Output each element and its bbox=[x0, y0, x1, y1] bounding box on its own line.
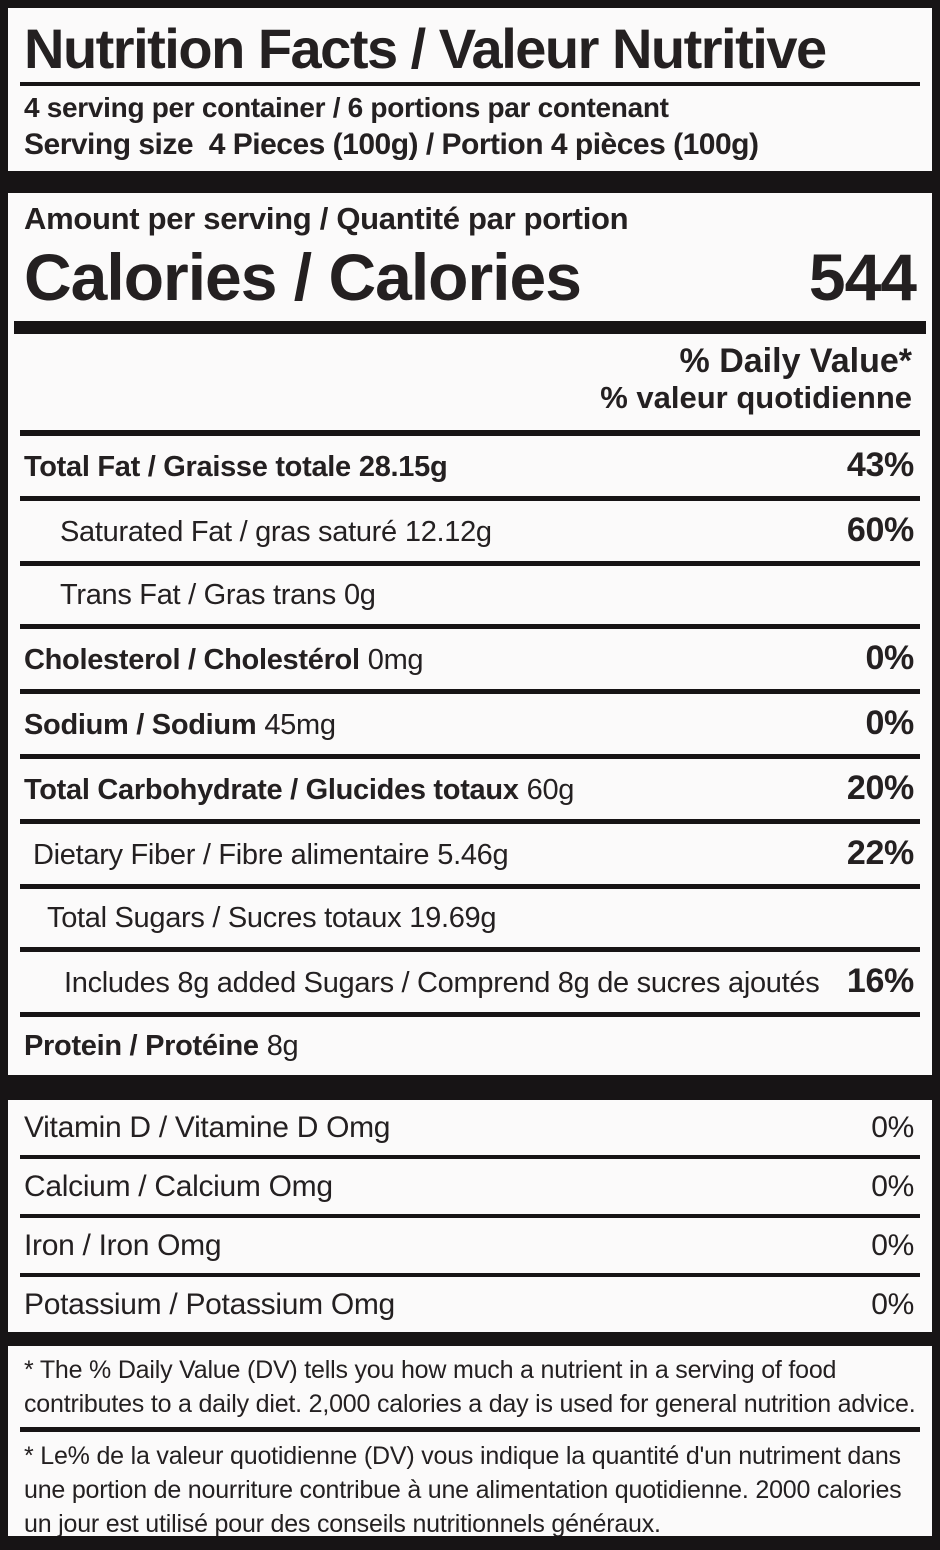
micronutrient-row-iron bbox=[8, 1218, 932, 1273]
nutrient-row-total-fat bbox=[8, 436, 932, 496]
nutrient-row-sodium bbox=[8, 694, 932, 754]
nutrient-daily-value: 0% bbox=[865, 704, 914, 742]
nutrient-amount: 5.46g bbox=[437, 839, 509, 871]
servings-per-container: 4 serving per container / 6 portions par contenant bbox=[24, 92, 669, 123]
nutrient-row-total-carbohydrate bbox=[8, 759, 932, 819]
nutrient-name: Trans Fat / Gras trans bbox=[60, 579, 336, 611]
footnote-french: * Le% de la valeur quotidienne (DV) vous indique la quantité d'un nutriment dans une portion de nourriture contribue à une alimentation quotidienne. 2000 calories un jour est utilisé pour des conseils nutritionnels généraux. bbox=[24, 1442, 902, 1538]
thick-bar bbox=[8, 1075, 932, 1100]
nutrient-amount: Omg bbox=[268, 1170, 333, 1203]
nutrient-daily-value: 43% bbox=[846, 446, 914, 484]
nutrient-daily-value: 0% bbox=[871, 1288, 914, 1321]
nutrient-name: Vitamin D / Vitamine D bbox=[24, 1111, 319, 1144]
nutrient-name: Cholesterol / Cholestérol bbox=[24, 644, 360, 676]
amount-per-serving: Amount per serving / Quantité par portion bbox=[24, 201, 629, 236]
nutrient-daily-value: 16% bbox=[846, 962, 914, 1000]
nutrient-amount: 19.69g bbox=[409, 902, 497, 934]
daily-value-header-fr: % valeur quotidienne bbox=[600, 380, 912, 415]
nutrient-daily-value: 22% bbox=[846, 834, 914, 872]
micronutrients-section bbox=[8, 1100, 932, 1332]
nutrient-daily-value: 0% bbox=[871, 1111, 914, 1144]
calories-row bbox=[8, 237, 932, 321]
daily-value-header bbox=[8, 334, 932, 430]
nutrient-name: Protein / Protéine bbox=[24, 1030, 259, 1062]
nutrient-row-protein bbox=[8, 1017, 932, 1075]
thick-bar bbox=[8, 1332, 932, 1346]
nutrient-amount: 60g bbox=[526, 774, 575, 806]
nutrient-row-trans-fat bbox=[8, 566, 932, 624]
medium-bar bbox=[14, 321, 926, 334]
nutrient-amount: 45mg bbox=[264, 709, 336, 741]
nutrient-daily-value: 0% bbox=[865, 639, 914, 677]
micronutrient-row-potassium bbox=[8, 1277, 932, 1332]
nutrient-name: Potassium / Potassium bbox=[24, 1288, 323, 1321]
nutrient-name: Total Carbohydrate / Glucides totaux bbox=[24, 774, 519, 806]
nutrient-amount: 0mg bbox=[367, 644, 424, 676]
nutrient-name: Dietary Fiber / Fibre alimentaire bbox=[33, 839, 430, 871]
nutrient-amount: 8g bbox=[266, 1030, 299, 1062]
serving-size: Serving size 4 Pieces (100g) / Portion 4 pièces (100g) bbox=[24, 128, 759, 161]
nutrient-name: Includes 8g added Sugars / Comprend 8g de sucres ajoutés bbox=[64, 967, 820, 999]
micronutrient-row-vitamin-d bbox=[8, 1100, 932, 1155]
nutrient-name: Saturated Fat / gras saturé bbox=[60, 516, 397, 548]
nutrient-row-total-sugars bbox=[8, 889, 932, 947]
thick-bar bbox=[8, 171, 932, 193]
nutrient-row-added-sugars bbox=[8, 952, 932, 1012]
nutrient-amount: 28.15g bbox=[358, 451, 448, 483]
label-title: Nutrition Facts / Valeur Nutritive bbox=[24, 17, 826, 80]
nutrient-name: Sodium / Sodium bbox=[24, 709, 257, 741]
nutrient-name: Total Sugars / Sucres totaux bbox=[47, 902, 402, 934]
micronutrient-row-calcium bbox=[8, 1159, 932, 1214]
daily-value-header-en: % Daily Value* bbox=[679, 342, 912, 380]
nutrient-row-dietary-fiber bbox=[8, 824, 932, 884]
nutrient-row-cholesterol bbox=[8, 629, 932, 689]
nutrient-amount: 12.12g bbox=[404, 516, 492, 548]
nutrient-amount: 0g bbox=[343, 579, 376, 611]
nutrient-daily-value: 60% bbox=[846, 511, 914, 549]
nutrient-amount: Omg bbox=[157, 1229, 222, 1262]
nutrient-name: Calcium / Calcium bbox=[24, 1170, 261, 1203]
nutrient-daily-value: 0% bbox=[871, 1229, 914, 1262]
nutrient-row-saturated-fat bbox=[8, 501, 932, 561]
nutrient-daily-value: 0% bbox=[871, 1170, 914, 1203]
nutrient-amount: Omg bbox=[326, 1111, 391, 1144]
nutrient-name: Total Fat / Graisse totale bbox=[24, 451, 351, 483]
calories-label: Calories / Calories bbox=[24, 240, 581, 314]
nutrient-daily-value: 20% bbox=[846, 769, 914, 807]
nutrient-amount: Omg bbox=[330, 1288, 395, 1321]
calories-value: 544 bbox=[808, 240, 916, 314]
nutrient-name: Iron / Iron bbox=[24, 1229, 150, 1262]
footnote-english: * The % Daily Value (DV) tells you how much a nutrient in a serving of food contributes to a daily diet. 2,000 calories a day is used for general nutrition advice. bbox=[24, 1356, 916, 1418]
